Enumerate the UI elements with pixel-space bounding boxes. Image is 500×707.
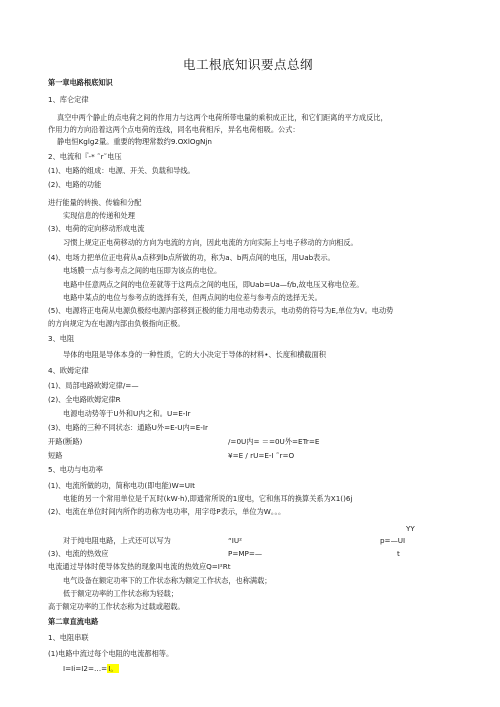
text-line: 进行能量的转换、传输和分配 [48,198,142,207]
text-line: (3)、电荷的定向移动形成电流 [48,224,145,233]
text-line: 电气设备在额定功率下的工作状态称为额定工作状态，也称满载； [63,576,272,585]
text-line: 电场膜一点与参考点之间的电压即为该点的电位。 [63,266,222,275]
text-line: (1)、局部电路欧姆定律/=— [48,381,139,390]
text-line: (2)、电路的功能 [48,180,102,189]
text-line: I=Ii=I2=…=I。 [63,664,118,673]
text-line: 第二章直流电路 [48,617,99,626]
text-line: 开路(断路) [48,437,83,446]
text-line: 第一章电路根底知识 [48,78,113,87]
text-line: 导体的电阻是导体本身的一种性质，它的大小决定于导体的材料•、长度和横截面积 [63,350,326,359]
text-line: 真空中两个静止的点电荷之间的作用力与这两个电荷所带电量的乘积成正比，和它们距离的平方成反比， [57,113,388,122]
text-line: 1、电阻串联 [48,633,89,642]
text-line: /=0U内= ＝=0U外=ETr=E [228,437,320,446]
text-line: 5、电功与电功率 [48,465,103,474]
text-line: (1)、电路的组成：电源、开关、负载和导线。 [48,166,195,175]
text-line: (3)、电流的热效应 [48,549,109,558]
text-line: 习惯上规定正电荷移动的方向为电流的方向，因此电流的方向实际上与电子移动的方向相反。 [63,238,358,247]
highlight-mark: I。 [108,664,118,673]
text-line: (2)、全电路欧姆定律R [48,395,121,404]
text-line: 实现信息的传递和处理 [63,211,135,220]
text-line: ¥=E / rU=E-I ˜r=O [228,451,295,460]
text-line: 作用力的方向沿着这两个点电荷的连线，同名电荷相斥，异名电荷相吸。公式： [48,125,300,134]
text-line: 短路 [48,451,63,460]
text-line: (1)电路中流过每个电阻的电流都相等。 [48,649,174,658]
text-line: 4、欧姆定律 [48,366,89,375]
text-line: p=—UI [380,536,406,545]
text-line: P=MP=— [228,549,263,558]
page-title: 电工根底知识要点总纲 [183,57,314,72]
text-line: (3)、电路的三种不同状态：通路U外=E-U内=E-Ir [48,423,208,432]
text-line: (4)、电场力把单位正电荷从a点移到b点所做的功，称为a、b两点间的电压，用Uab表示。 [48,253,335,262]
text-line: (5)、电源将正电荷从电源负极经电源内部移到正极的能力用电动势表示，电动势的符号为E,单位为V。电动势 [48,306,394,315]
text-line: YY [406,524,415,533]
text-line: 1、库仑定律 [48,95,89,104]
text-line: (2)、电流在单位时间内所作的功称为电功率，用字母P表示，单位为W。。。 [48,507,286,516]
text-line: 电流通过导体时使导体发热的现象叫电流的热效应Q=I²Rt [48,562,231,571]
text-line: 电源电动势等于U外和U内之和。U=E-Ir [63,409,191,418]
text-line: (1)、电流所做的功，简称电功(即电能)W=UIt [48,481,195,490]
text-line: t [397,549,400,558]
text-line: 的方向规定为在电源内部由负极指向正极。 [48,319,185,328]
text-line: 低于额定功率的工作状态称为轻载； [63,589,179,598]
text-line: 电能的另一个常用单位是千瓦时(kW·h),即通常所说的1度电，它和焦耳的换算关系为X1()6j [63,494,353,503]
text-line: 电路中某点的电位与参考点的选择有关，但两点间的电位差与参考点的选择无关。 [63,293,322,302]
text-line: 电路中任意两点之间的电位差就等于这两点之间的电压，即Uab=Ua—f/b,故电压又称电位差。 [63,280,364,289]
text-line: 对于纯电阻电路，上式还可以写为 [63,536,171,545]
text-line: 2、电流和『-* ˜r˜电压 [48,152,122,161]
text-line: 静电恒Kglg2量。重要的物理常数约9.OXlOgNjn [57,137,212,146]
text-line: “IU² [228,536,242,545]
text-line: 高于额定功率的工作状态称为过载或超载。 [48,602,185,611]
text-line: 3、电阻 [48,334,75,343]
